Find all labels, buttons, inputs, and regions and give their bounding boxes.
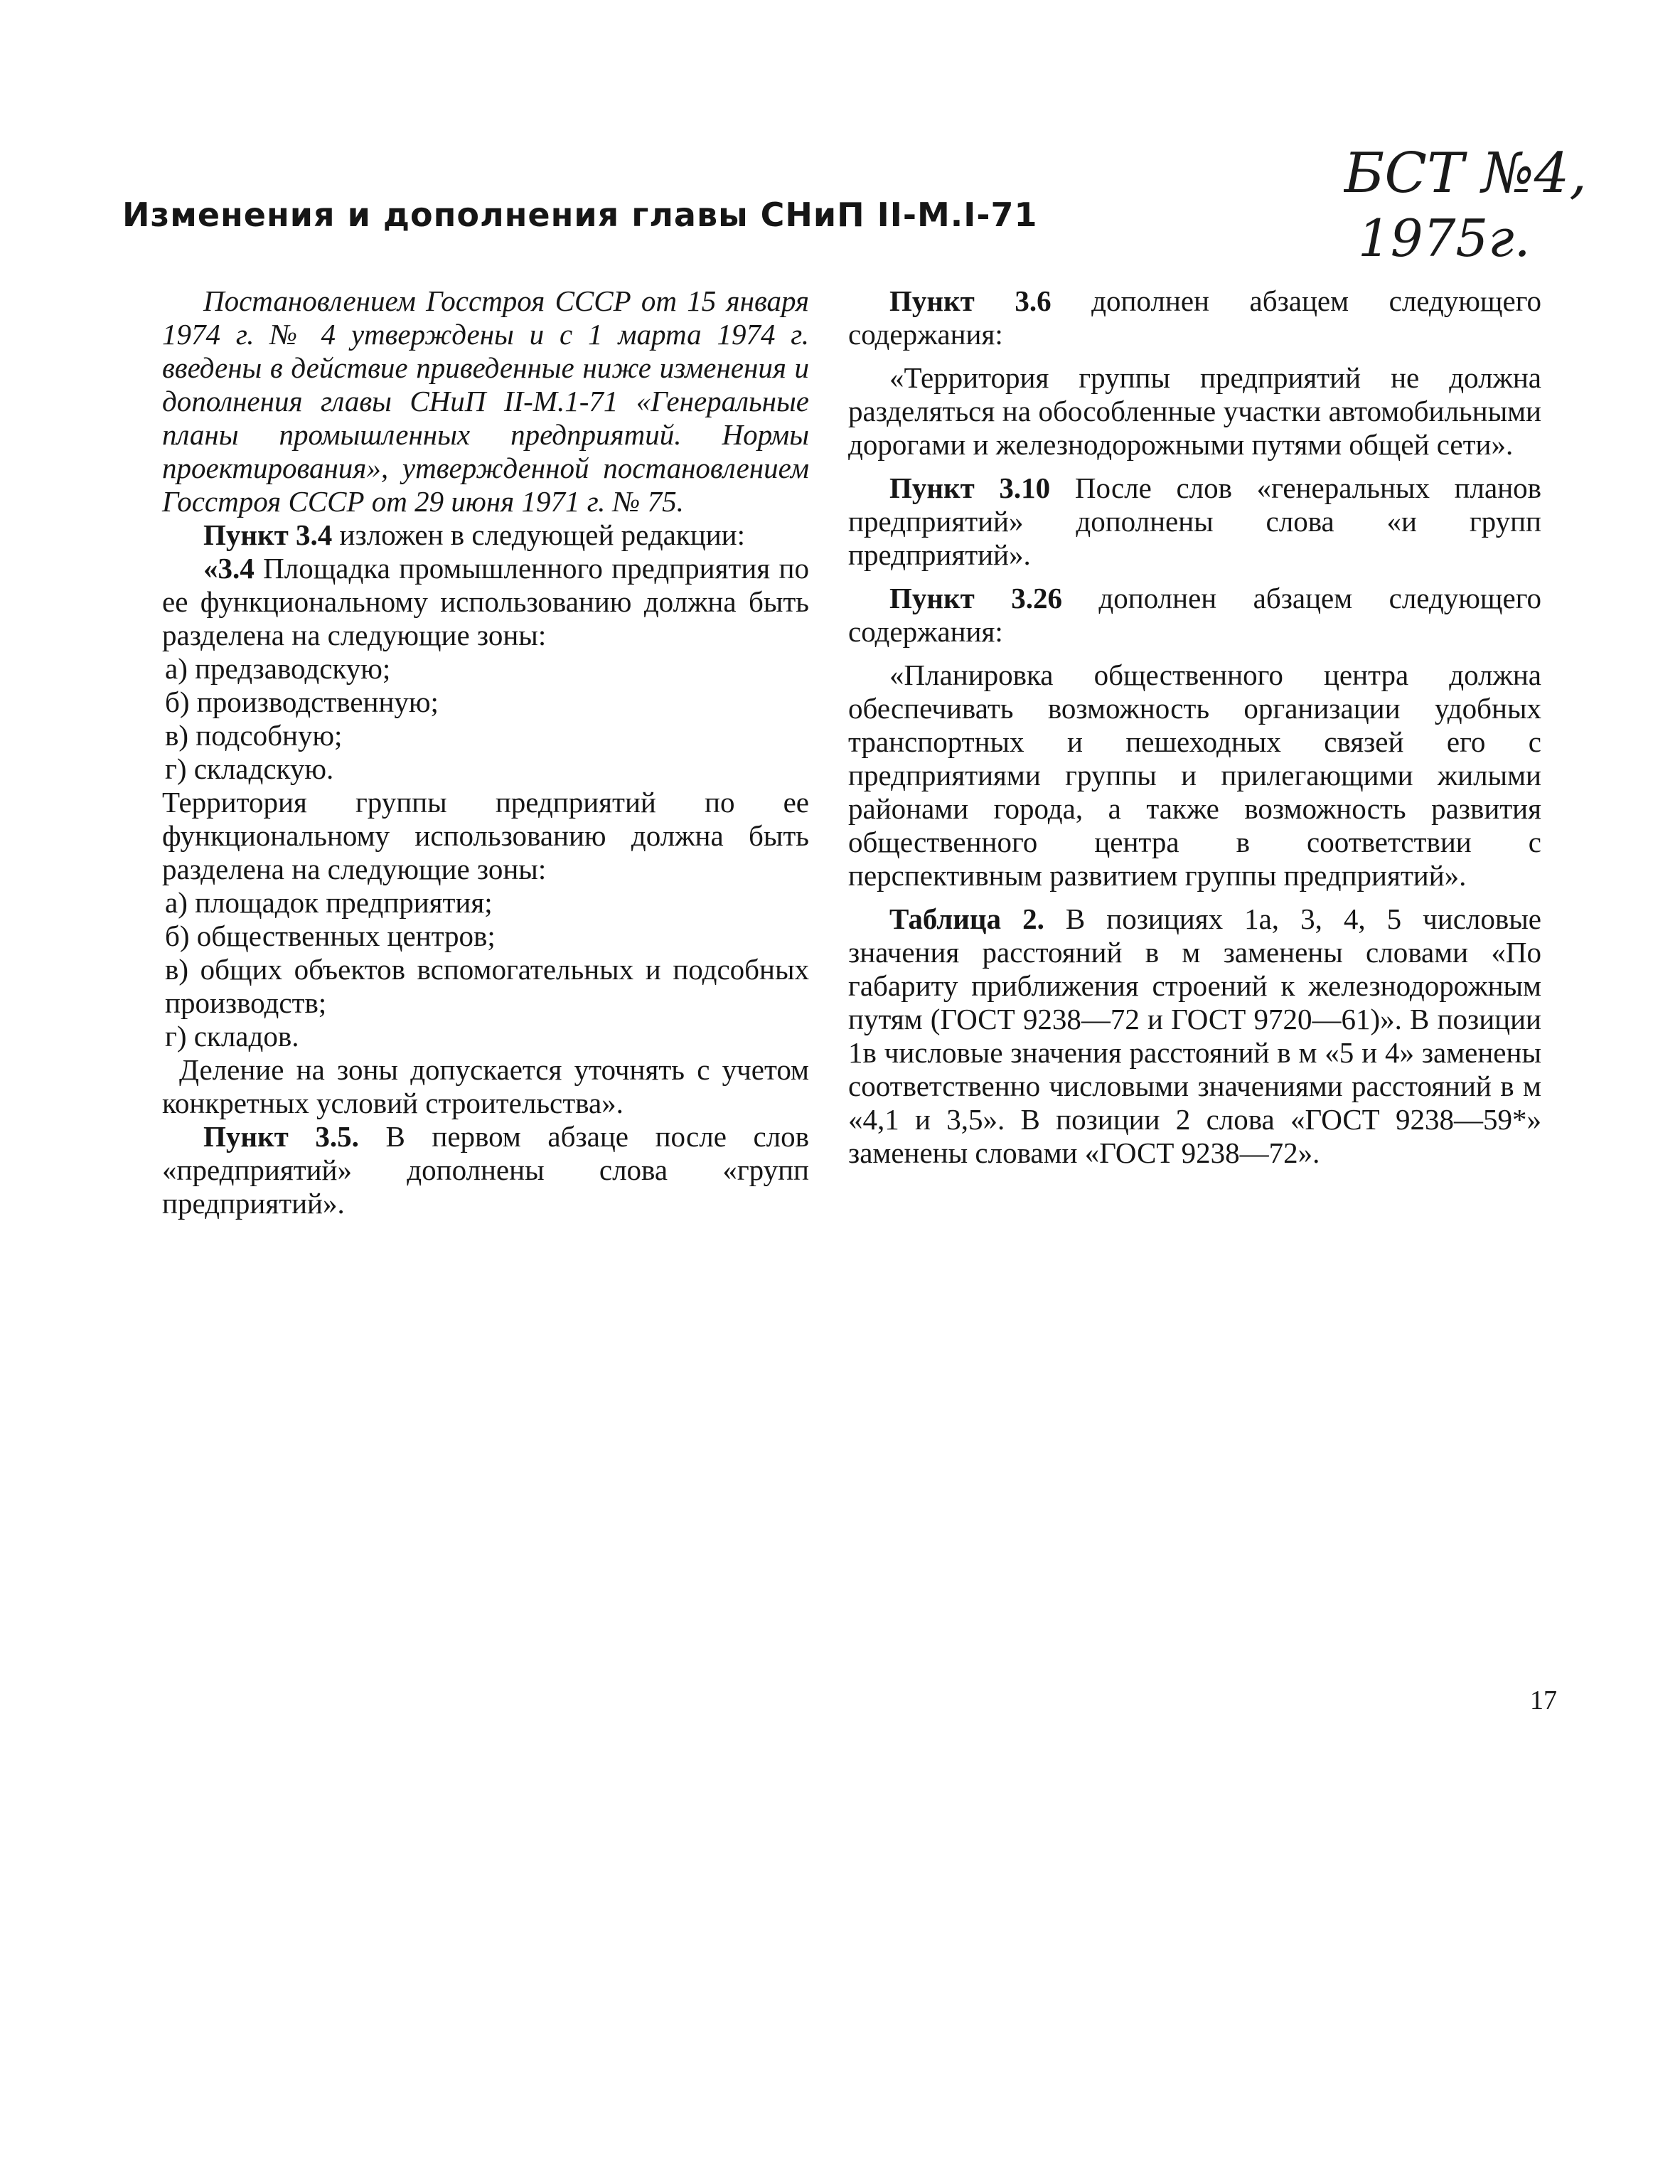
handwritten-note: [1344, 135, 1614, 277]
zone-list-item: в) подсобную;: [165, 719, 343, 752]
table-2-label: Таблица 2.: [889, 902, 1044, 935]
handwritten-note-line2: 1975г.: [1358, 208, 1531, 268]
item-3-5-text: В первом абзаце после слов «предприятий» дополнены слова «групп предприятий».: [162, 1120, 809, 1220]
quote-3-4-label: «3.4: [203, 552, 255, 585]
item-3-6-label: Пункт 3.6: [889, 284, 1052, 317]
item-3-10-paragraph: [848, 472, 1541, 572]
group-zone-list-item: а) площадок предприятия;: [165, 886, 493, 919]
left-column: [162, 284, 809, 1220]
page-number: 17: [1530, 1685, 1557, 1715]
item-3-6-paragraph: [848, 284, 1541, 351]
item-3-4-paragraph: [162, 518, 809, 552]
handwritten-note-drawing: [1344, 135, 1614, 277]
group-zones-paragraph: Территория группы предприятий по ее функциональному использованию должна быть разделена на следующие зоны:: [162, 786, 809, 885]
right-column: [848, 284, 1541, 1170]
item-3-26-label: Пункт 3.26: [889, 582, 1062, 614]
item-3-10-label: Пункт 3.10: [889, 472, 1051, 504]
division-paragraph: Деление на зоны допускается уточнять с учетом конкретных условий строительства».: [162, 1053, 809, 1119]
item-3-5-label: Пункт 3.5.: [203, 1120, 359, 1153]
table-2-text: В позициях 1а, 3, 4, 5 числовые значения расстояний в м заменены словами «По габариту приближения строений к железнодорожным путям (ГОСТ 9238—72 и ГОСТ 9720—61)». В позиции 1в числовые значения расстояний в м «5 и 4» заменены соответственно числовыми значениями расстояний в м «4,1 и 3,5». В позиции 2 слова «ГОСТ 9238—59*» заменены словами «ГОСТ 9238—72».: [848, 902, 1541, 1169]
item-3-26-quote: «Планировка общественного центра должна обеспечивать возможность организации удобных транспортных и пешеходных связей его с предприятиями группы и прилегающими жилыми районами города, а также возможность развития общественного центра в соответствии с перспективным развитием группы предприятий».: [848, 659, 1541, 892]
handwritten-note-line1: БСТ №4,: [1344, 142, 1588, 206]
item-3-4-text: изложен в следующей редакции:: [332, 518, 746, 551]
zone-list-item: г) складскую.: [165, 752, 334, 785]
group-zone-list-item: в) общих объектов вспомогательных и подсобных производств;: [165, 953, 809, 1019]
intro-paragraph: Постановлением Госстроя СССР от 15 января 1974 г. № 4 утверждены и с 1 марта 1974 г. введены в действие приведенные ниже изменения и дополнения главы СНиП II-М.1-71 «Генеральные планы промышленных предприятий. Нормы проектирования», утвержденной постановлением Госстроя СССР от 29 июня 1971 г. № 75.: [162, 284, 809, 518]
table-2-paragraph: [848, 902, 1541, 1170]
item-3-6-quote: «Территория группы предприятий не должна разделяться на обособленные участки автомобильными дорогами и железнодорожными путями общей сети».: [848, 361, 1541, 461]
item-3-10-text: После слов «генеральных планов предприятий» дополнены слова «и групп предприятий».: [848, 472, 1542, 571]
item-3-26-paragraph: [848, 582, 1541, 649]
quote-3-4-paragraph: [162, 552, 809, 652]
quote-3-4-text: Площадка промышленного предприятия по ее функциональному использованию должна быть разделена на следующие зоны:: [162, 552, 809, 651]
item-3-4-label: Пункт 3.4: [203, 518, 333, 551]
item-3-26-text: дополнен абзацем следующего содержания:: [848, 582, 1541, 648]
page-title: Изменения и дополнения главы СНиП II-М.I-71: [122, 196, 1038, 234]
zone-list-item: а) предзаводскую;: [165, 652, 391, 685]
group-zone-list-item: б) общественных центров;: [165, 920, 496, 952]
item-3-5-paragraph: [162, 1120, 809, 1220]
group-zone-list-item: г) складов.: [165, 1020, 299, 1053]
zone-list-item: б) производственную;: [165, 686, 439, 718]
item-3-6-text: дополнен абзацем следующего содержания:: [848, 284, 1541, 351]
